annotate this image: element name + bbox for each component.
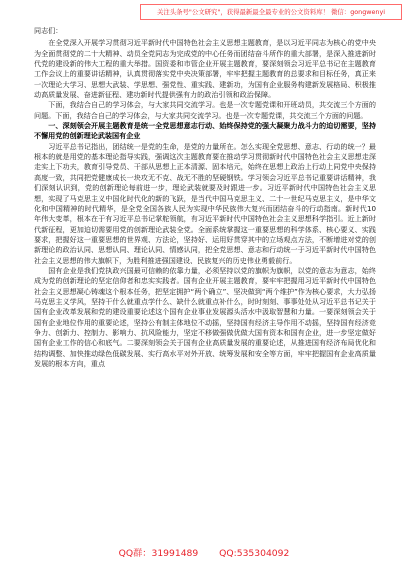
footer-contact — [0, 546, 408, 562]
promo-banner: 关注头条号"公文研究"，获得最新最全最专业的公文资料库！ 微信：gongwenyi — [140, 4, 402, 20]
intro-paragraph-2: 下面，我结合自己的学习体会，与大家共同交流学习。也是一次专题党课和开班动员，共交流三个方面的问题。下面，我结合自己的学习体会，与大家共同交流学习。也是一次专题党课，共交流三个方面的问题。 — [34, 100, 376, 120]
intro-paragraph-1: 在全党深入开展学习贯彻习近平新时代中国特色社会主义思想主题教育，是以习近平同志为核心的党中央为全面贯彻党的二十大精神、动员全党同志为完成党的中心任务而团结奋斗所作的重大部署，是深入推进新时代党的建设新的伟大工程的重大举措。国资委和市管企业开展主题教育，要深刻领会习近平总书记在主题教育工作会议上的重要讲话精神，认真贯彻落实党中央决策部署，牢牢把握主题教育的总要求和目标任务，真正来一次理论大学习、思想大武装、学思想、强党性、重实践、建新功，为国有企业服务构建新发展格局、积极推动高质量发展、奋进新征程、建功新时代提供强有力的政治引领和政治保障。 — [34, 38, 376, 100]
section1-paragraph-2: 国有企业是我们党执政兴国最可信赖的依靠力量，必须坚持以党的旗帜为旗帜，以党的意志为意志，始终成为党的创新理论的坚定信仰者和忠实实践者。国有企业开展主题教育，要牢牢把握用习近平新时代中国特色社会主义思想凝心铸魂这个根本任务，把坚定拥护“两个确立”、坚决做到“两个维护”作为核心要求，大力弘扬马克思主义学风，坚持干什么就重点学什么、缺什么就重点补什么，时时刻刻、事事处处从习近平总书记关于国有企业改革发展和党的建设重要论述这个国有企业事业发展源头活水中汲取智慧和力量。一要深刻领会关于国有企业地位作用的重要论述，坚持公有制主体地位不动摇，坚持国有经济主导作用不动摇，坚持国有经济竞争力、创新力、控制力、影响力、抗风险能力，坚定不移做强做优做大国有资本和国有企业，进一步坚定做好国有企业工作的信心和底气。二要深刻领会关于国有企业高质量发展的重要论述，从推进国有经济布局优化和结构调整、加快推动绿色低碳发展、实行高水平对外开放、统筹发展和安全等方面，牢牢把握国有企业高质量发展的根本方向，重点 — [34, 265, 376, 368]
greeting: 同志们： — [34, 26, 63, 35]
section1-paragraph-1: 习近平总书记指出，团结统一是党的生命，是党的力量所在。怎么实现全党思想、意志、行动的统一？最根本的就是用党的基本理论指导实践，强调这次主题教育要在推动学习贯彻新时代中国特色社会主义思想走深走实上下功夫，教育引导党员、干部从思想上正本清源、固本培元，始终在思想上政治上行动上同党中央保持高度一致，共同把党健康成长一块攻无不克、战无不胜的坚硬钢铁。学习领会习近平总书记重要讲话精神，我们深刻认识到，党的创新理论每前进一步，理论武装就要及时跟进一步。习近平新时代中国特色社会主义思想，实现了马克思主义中国化时代化的新的飞跃，是当代中国马克思主义、二十一世纪马克思主义，是中华文化和中国精神的时代精华，是全党全国各族人民为实现中华民族伟大复兴而团结奋斗的行动指南。新时代10年伟大变革，根本在于有习近平总书记掌舵领航，有习近平新时代中国特色社会主义思想科学指引。近上新时代新征程，更加迫切需要用党的创新理论武装全党。全面系统掌握这一重要思想的科学体系、核心要义、实践要求，把握好这一重要思想的世界观、方法论，坚持好、运用好贯穿其中的立场观点方法，不断增进对党的创新理论的政治认同、思想认同、理论认同、情感认同，把全党思想、意志和行动统一于习近平新时代中国特色社会主义思想的伟大旗帜下，为胜利推进强国建设、民族复兴的历史伟业勇毅前行。 — [34, 141, 376, 265]
section-heading-1: 一、深刻领会开展主题教育是统一全党思想意志行动、始终保持党的强大凝聚力战斗力的迫切需要，坚持不懈用党的创新理论武装国有企业 — [34, 121, 376, 141]
document-body — [34, 26, 376, 534]
footer-qq-group: QQ群：31991489 — [118, 548, 199, 559]
footer-qq: QQ:535304092 — [219, 548, 290, 559]
